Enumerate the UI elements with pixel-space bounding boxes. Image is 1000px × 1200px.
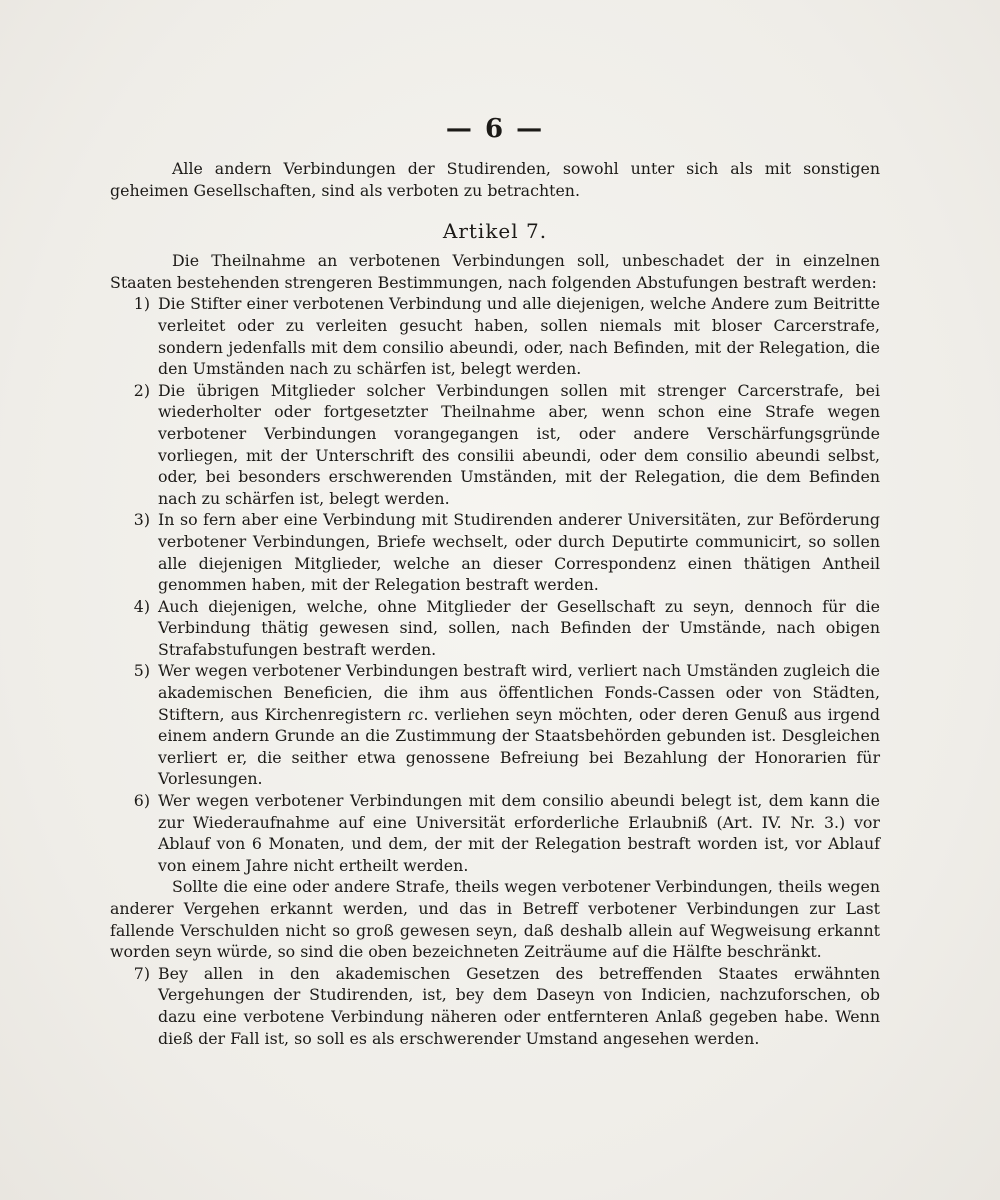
item-text: Bey allen in den akademischen Gesetzen des betreffenden Staates erwähnten Vergehungen der Studirenden, ist, bey dem Daseyn von Indicien, nachzuforschen, ob dazu eine verbotene Verbindung näheren oder entfernteren Anlaß gegeben habe. Wenn dieß der Fall ist, so soll es als erschwerender Umstand angesehen werden. <box>158 963 880 1048</box>
page-number: — 6 — <box>445 114 545 144</box>
item-text: Wer wegen verbotener Verbindungen bestraft wird, verliert nach Umständen zugleich die akademischen Beneficien, die ihm aus öffentlichen Fonds-Cassen oder von Städten, Stiftern, aus Kirchenregistern ɾc. verliehen seyn möchten, oder deren Genuß aus irgend einem andern Grunde an die Zustimmung der Staatsbehörden gebunden ist. Desgleichen verliert er, die seither etwa genossene Befreiung bei Bezahlung der Honorarien für Vorlesungen. <box>158 661 880 789</box>
article-intro-paragraph: Die Theilnahme an verbotenen Verbindungen soll, unbeschadet der in einzelnen Staaten bestehenden strengeren Bestimmungen, nach folgenden Abstufungen bestraft werden: <box>110 251 880 292</box>
item-text: Die Stifter einer verbotenen Verbindung und alle diejenigen, welche Andere zum Beitritte verleitet oder zu verleiten gesucht haben, sollen niemals mit bloser Carcerstrafe, sondern jedenfalls mit dem consilio abeundi, oder, nach Befinden, mit der Relegation, die den Umständen nach zu schärfen ist, belegt werden. <box>158 294 880 379</box>
item-text: Auch diejenigen, welche, ohne Mitglieder der Gesellschaft zu seyn, dennoch für die Verbindung thätig gewesen sind, sollen, nach Befinden der Umstände, nach obigen Strafabstufungen bestraft werden. <box>158 596 880 659</box>
closing-paragraph: Sollte die eine oder andere Strafe, theils wegen verbotener Verbindungen, theils wegen anderer Vergehen erkannt werden, und das in Betreff verbotener Verbindungen zur Last fallende Verschulden nicht so groß gewesen seyn, daß deshalb allein auf Wegweisung erkannt worden seyn würde, so sind die oben bezeichneten Zeiträume auf die Hälfte beschränkt. <box>110 877 880 962</box>
intro-paragraph: Alle andern Verbindungen der Studirenden, sowohl unter sich als mit sonstigen geheimen Gesellschaften, sind als verboten zu betrachten. <box>110 159 880 200</box>
item-text: In so fern aber eine Verbindung mit Studirenden anderer Universitäten, zur Beförderung verbotener Verbindungen, Briefe wechselt, oder durch Deputirte communicirt, so sollen alle diejenigen Mitglieder, welche an dieser Correspondenz einen thätigen Antheil genommen haben, mit der Relegation bestraft werden. <box>158 510 880 595</box>
item-number: 6) <box>133 791 150 811</box>
list-item-7 <box>110 963 880 1049</box>
list-item-6 <box>110 790 880 876</box>
page-text <box>110 112 880 1049</box>
item-number: 5) <box>133 661 150 681</box>
item-number: 2) <box>133 380 150 400</box>
item-number: 4) <box>133 596 150 616</box>
item-number: 1) <box>133 294 150 314</box>
item-text: Die übrigen Mitglieder solcher Verbindungen sollen mit strenger Carcerstrafe, bei wiederholter oder fortgesetzter Theilnahme aber, wenn schon eine Strafe wegen verbotener Verbindungen vorangegangen ist, oder andere Verschärfungsgründe vorliegen, mit der Unterschrift des consilii abeundi, oder dem consilio abeundi selbst, oder, bei besonders erschwerenden Umständen, mit der Relegation, die dem Befinden nach zu schärfen ist, belegt werden. <box>158 380 880 508</box>
list-item-3 <box>110 509 880 595</box>
item-number: 3) <box>133 510 150 530</box>
article-heading: Artikel 7. <box>442 219 548 244</box>
list-item-2 <box>110 380 880 510</box>
list-item-5 <box>110 660 880 790</box>
item-number: 7) <box>133 963 150 983</box>
list-item-4 <box>110 596 880 661</box>
list-item-1 <box>106 293 880 379</box>
item-text: Wer wegen verbotener Verbindungen mit dem consilio abeundi belegt ist, dem kann die zur Wiederaufnahme auf eine Universität erforderliche Erlaubniß (Art. IV. Nr. 3.) vor Ablauf von 6 Monaten, und dem, der mit der Relegation bestraft worden ist, vor Ablauf von einem Jahre nicht ertheilt werden. <box>158 791 880 875</box>
